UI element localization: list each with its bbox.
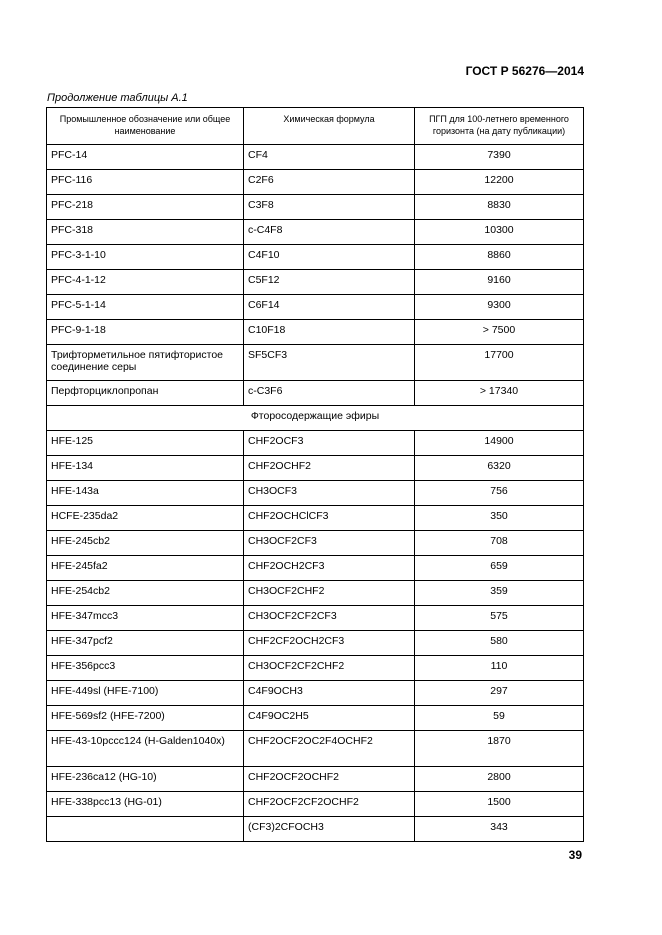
- table-row: [47, 606, 584, 631]
- cell-name: HFE-569sf2 (HFE-7200): [47, 706, 244, 731]
- cell-formula: CHF2OCF2OC2F4OCHF2: [244, 731, 415, 767]
- table-row: [47, 506, 584, 531]
- cell-formula: C4F9OCH3: [244, 681, 415, 706]
- cell-formula: c-C4F8: [244, 220, 415, 245]
- cell-formula: (CF3)2CFOCH3: [244, 817, 415, 842]
- table-row: [47, 145, 584, 170]
- cell-formula: CH3OCF2CF3: [244, 531, 415, 556]
- cell-formula: C3F8: [244, 195, 415, 220]
- cell-formula: CH3OCF3: [244, 481, 415, 506]
- table-row: [47, 170, 584, 195]
- cell-name: PFC-5-1-14: [47, 295, 244, 320]
- table-row: [47, 706, 584, 731]
- cell-name: HFE-254cb2: [47, 581, 244, 606]
- cell-name: PFC-14: [47, 145, 244, 170]
- cell-name: HFE-245fa2: [47, 556, 244, 581]
- column-header-name: Промышленное обозначение или общее наименование: [47, 108, 244, 145]
- cell-gwp: 575: [415, 606, 584, 631]
- cell-formula: C2F6: [244, 170, 415, 195]
- table-row: [47, 381, 584, 406]
- cell-name: HFE-134: [47, 456, 244, 481]
- cell-gwp: 756: [415, 481, 584, 506]
- cell-name: HFE-245cb2: [47, 531, 244, 556]
- cell-name: [47, 817, 244, 842]
- cell-gwp: 580: [415, 631, 584, 656]
- table-caption: Продолжение таблицы А.1: [47, 92, 188, 104]
- cell-formula: C5F12: [244, 270, 415, 295]
- cell-formula: CHF2OCHClCF3: [244, 506, 415, 531]
- cell-formula: C10F18: [244, 320, 415, 345]
- cell-formula: CF4: [244, 145, 415, 170]
- cell-name: HFE-347pcf2: [47, 631, 244, 656]
- cell-gwp: 659: [415, 556, 584, 581]
- table-row: [47, 295, 584, 320]
- cell-name: PFC-9-1-18: [47, 320, 244, 345]
- table-row: [47, 792, 584, 817]
- table-row: [47, 656, 584, 681]
- table-row: [47, 581, 584, 606]
- table-row: [47, 681, 584, 706]
- cell-formula: c-C3F6: [244, 381, 415, 406]
- cell-formula: CHF2CF2OCH2CF3: [244, 631, 415, 656]
- cell-gwp: 10300: [415, 220, 584, 245]
- table-row: [47, 245, 584, 270]
- cell-name: HCFE-235da2: [47, 506, 244, 531]
- table-row: [47, 481, 584, 506]
- cell-gwp: 1870: [415, 731, 584, 767]
- cell-gwp: 110: [415, 656, 584, 681]
- table-row: [47, 320, 584, 345]
- cell-formula: C4F10: [244, 245, 415, 270]
- cell-name: PFC-116: [47, 170, 244, 195]
- page-number: 39: [568, 848, 582, 862]
- cell-formula: CH3OCF2CF2CF3: [244, 606, 415, 631]
- cell-gwp: 350: [415, 506, 584, 531]
- cell-name: HFE-449sl (HFE-7100): [47, 681, 244, 706]
- table-row: [47, 431, 584, 456]
- cell-gwp: 359: [415, 581, 584, 606]
- cell-formula: CHF2OCF2OCHF2: [244, 767, 415, 792]
- cell-name: PFC-218: [47, 195, 244, 220]
- cell-name: HFE-347mcc3: [47, 606, 244, 631]
- cell-gwp: 9300: [415, 295, 584, 320]
- table-row: [47, 345, 584, 381]
- column-header-formula: Химическая формула: [244, 108, 415, 145]
- table-row: [47, 456, 584, 481]
- cell-gwp: 708: [415, 531, 584, 556]
- cell-formula: CH3OCF2CF2CHF2: [244, 656, 415, 681]
- table-row: [47, 195, 584, 220]
- cell-gwp: 1500: [415, 792, 584, 817]
- cell-gwp: 9160: [415, 270, 584, 295]
- cell-name: HFE-338pcc13 (HG-01): [47, 792, 244, 817]
- cell-formula: CH3OCF2CHF2: [244, 581, 415, 606]
- cell-gwp: 59: [415, 706, 584, 731]
- table-row: [47, 556, 584, 581]
- cell-gwp: 297: [415, 681, 584, 706]
- table-row: [47, 767, 584, 792]
- cell-formula: CHF2OCF2CF2OCHF2: [244, 792, 415, 817]
- cell-formula: C4F9OC2H5: [244, 706, 415, 731]
- cell-gwp: 12200: [415, 170, 584, 195]
- cell-name: HFE-236ca12 (HG-10): [47, 767, 244, 792]
- table-row: [47, 631, 584, 656]
- cell-name: HFE-125: [47, 431, 244, 456]
- gwp-table: [46, 107, 584, 842]
- table-row: [47, 731, 584, 767]
- cell-gwp: > 17340: [415, 381, 584, 406]
- cell-name: HFE-43-10pccc124 (H-Galden1040x): [47, 731, 244, 767]
- cell-gwp: 8830: [415, 195, 584, 220]
- cell-formula: CHF2OCF3: [244, 431, 415, 456]
- cell-gwp: 17700: [415, 345, 584, 381]
- standard-header: ГОСТ Р 56276—2014: [465, 64, 584, 78]
- cell-formula: C6F14: [244, 295, 415, 320]
- section-header-row: [47, 406, 584, 431]
- cell-name: HFE-143a: [47, 481, 244, 506]
- cell-gwp: 343: [415, 817, 584, 842]
- cell-formula: SF5CF3: [244, 345, 415, 381]
- cell-name: Трифторметильное пятифтористое соединение серы: [47, 345, 244, 381]
- cell-name: Перфторциклопропан: [47, 381, 244, 406]
- cell-formula: CHF2OCH2CF3: [244, 556, 415, 581]
- cell-gwp: 14900: [415, 431, 584, 456]
- cell-gwp: 2800: [415, 767, 584, 792]
- cell-gwp: 7390: [415, 145, 584, 170]
- table-row: [47, 531, 584, 556]
- table-row: [47, 817, 584, 842]
- cell-gwp: 8860: [415, 245, 584, 270]
- table-row: [47, 220, 584, 245]
- cell-name: PFC-318: [47, 220, 244, 245]
- cell-gwp: > 7500: [415, 320, 584, 345]
- column-header-gwp: ПГП для 100-летнего временного горизонта (на дату публикации): [415, 108, 584, 145]
- cell-name: PFC-4-1-12: [47, 270, 244, 295]
- cell-gwp: 6320: [415, 456, 584, 481]
- section-title: Фторосодержащие эфиры: [47, 406, 584, 431]
- cell-name: PFC-3-1-10: [47, 245, 244, 270]
- cell-formula: CHF2OCHF2: [244, 456, 415, 481]
- cell-name: HFE-356pcc3: [47, 656, 244, 681]
- table-header-row: [47, 108, 584, 145]
- table-row: [47, 270, 584, 295]
